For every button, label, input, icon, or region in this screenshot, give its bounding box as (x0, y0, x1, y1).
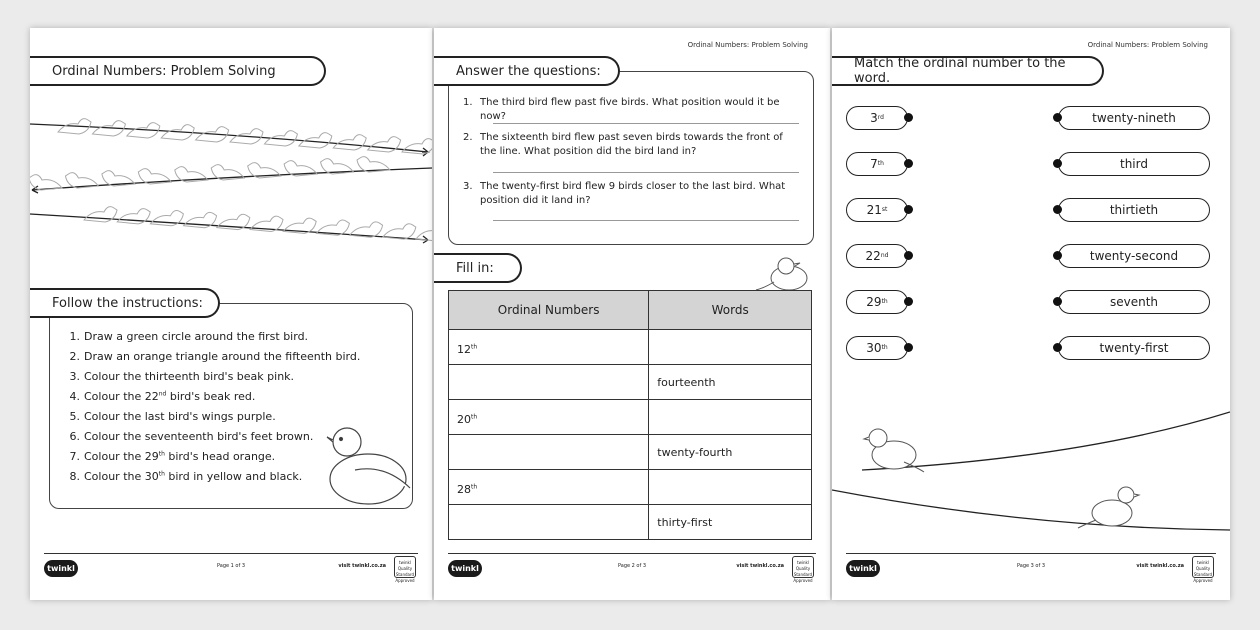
instructions-box (49, 303, 413, 509)
bird-outline (84, 207, 117, 222)
wire-birds-illustration (832, 28, 1230, 600)
bird-outline (333, 135, 366, 150)
worksheet-page-1 (30, 28, 432, 600)
word-pill[interactable]: seventh (1058, 290, 1210, 314)
instruction-item: 5. Colour the last bird's wings purple. (69, 410, 276, 423)
visit-link[interactable]: visit twinkl.co.za (338, 563, 386, 569)
bird-wires-illustration (30, 28, 432, 268)
twinkl-logo: twinkl (846, 560, 880, 577)
question-1: 1. The third bird flew past five birds. What position would it be now? (463, 97, 780, 122)
page-header: Ordinal Numbers: Problem Solving (1087, 41, 1208, 49)
table-row (449, 330, 812, 365)
quality-badge: twinkl Quality Standard Approved (792, 556, 814, 578)
worksheet-page-3 (832, 28, 1230, 600)
word-cell: fourteenth (649, 365, 812, 400)
bird-illustration (434, 28, 830, 328)
ordinal-answer-cell[interactable] (449, 365, 649, 400)
wire-1 (30, 124, 428, 152)
word-cell: thirty-first (649, 505, 812, 540)
column-header-words: Words (649, 291, 812, 330)
ordinal-number-pill[interactable]: 22 nd (846, 244, 908, 268)
word-answer-cell[interactable] (649, 400, 812, 435)
instructions-heading-tab (30, 288, 220, 318)
table-row (449, 400, 812, 435)
ordinal-number-pill[interactable]: 7 th (846, 152, 908, 176)
column-header-ordinal: Ordinal Numbers (449, 291, 649, 330)
question-3: 3. The twenty-first bird flew 9 birds closer to the last bird. What position did it land in? (463, 181, 786, 206)
match-heading: Match the ordinal number to the word. (854, 56, 1066, 86)
question-2: 2. The sixteenth bird flew past seven birds towards the front of the line. What position did the bird land in? (463, 132, 783, 157)
questions-heading: Answer the questions: (456, 63, 601, 79)
ordinal-number-pill[interactable]: 30 th (846, 336, 908, 360)
fill-in-table (448, 290, 812, 540)
quality-badge: twinkl Quality Standard Approved (394, 556, 416, 578)
visit-link[interactable]: visit twinkl.co.za (1136, 563, 1184, 569)
quality-badge: twinkl Quality Standard Approved (1192, 556, 1214, 578)
table-row (449, 435, 812, 470)
ordinal-number-pill[interactable]: 21 st (846, 198, 908, 222)
instruction-item: 2. Draw an orange triangle around the fifteenth bird. (69, 350, 361, 363)
word-cell: twenty-fourth (649, 435, 812, 470)
word-answer-cell[interactable] (649, 470, 812, 505)
ordinal-cell: 28th (449, 470, 649, 505)
wire-1-arrow (422, 148, 428, 156)
fill-heading: Fill in: (456, 260, 494, 276)
worksheet-page-2 (434, 28, 830, 600)
twinkl-logo: twinkl (448, 560, 482, 577)
word-pill[interactable]: thirtieth (1058, 198, 1210, 222)
table-row (449, 365, 812, 400)
word-pill[interactable]: twenty-second (1058, 244, 1210, 268)
word-pill[interactable]: twenty-first (1058, 336, 1210, 360)
ordinal-number-pill[interactable]: 29 th (846, 290, 908, 314)
page-number: Page 1 of 3 (216, 563, 246, 569)
table-row (449, 470, 812, 505)
footer (448, 553, 816, 588)
ordinal-cell: 12th (449, 330, 649, 365)
bird-outline (368, 137, 401, 152)
ordinal-number-pill[interactable]: 3 rd (846, 106, 908, 130)
instruction-item: 7. Colour the 29th bird's head orange. (69, 450, 276, 463)
ordinal-cell: 20th (449, 400, 649, 435)
instructions-heading: Follow the instructions: (52, 295, 203, 311)
page-header: Ordinal Numbers: Problem Solving (687, 41, 808, 49)
word-pill[interactable]: third (1058, 152, 1210, 176)
ordinal-answer-cell[interactable] (449, 505, 649, 540)
instruction-item: 8. Colour the 30th bird in yellow and black. (69, 470, 303, 483)
bird-illustration (50, 304, 412, 508)
footer (846, 553, 1216, 588)
page-number: Page 3 of 3 (1016, 563, 1046, 569)
instruction-item: 4. Colour the 22nd bird's beak red. (69, 390, 256, 403)
footer (44, 553, 418, 588)
visit-link[interactable]: visit twinkl.co.za (736, 563, 784, 569)
ordinal-answer-cell[interactable] (449, 435, 649, 470)
twinkl-logo: twinkl (44, 560, 78, 577)
page-number: Page 2 of 3 (617, 563, 647, 569)
word-pill[interactable]: twenty-nineth (1058, 106, 1210, 130)
instruction-item: 1. Draw a green circle around the first bird. (69, 330, 309, 343)
word-answer-cell[interactable] (649, 330, 812, 365)
instruction-item: 3. Colour the thirteenth bird's beak pink. (69, 370, 295, 383)
page-title: Ordinal Numbers: Problem Solving (52, 63, 276, 79)
table-row (449, 505, 812, 540)
instruction-item: 6. Colour the seventeenth bird's feet brown. (69, 430, 314, 443)
